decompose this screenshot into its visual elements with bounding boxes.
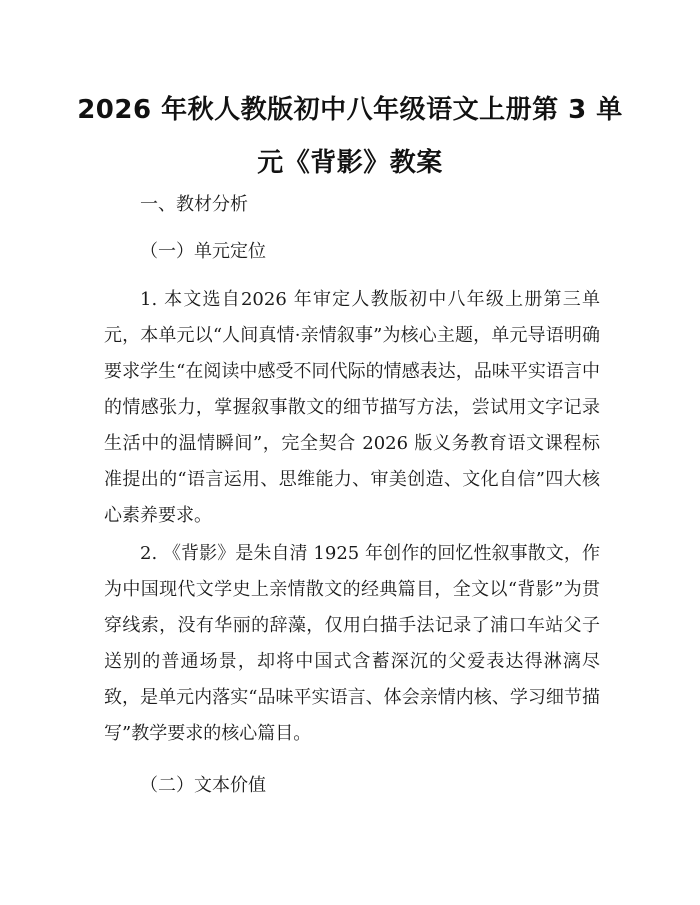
paragraph-unit-positioning-2: 2. 《背影》是朱自清 1925 年创作的回忆性叙事散文，作为中国现代文学史上亲情散文的经典篇目，全文以“背影”为贯穿线索，没有华丽的辞藻，仅用白描手法记录了浦口车站父子送别的普通场景，却将中国式含蓄深沉的父爱表达得淋漓尽致，是单元内落实“品味平实语言、体会亲情内核、学习细节描写”教学要求的核心篇目。 [104, 543, 600, 744]
title-line-1: 2026 年秋人教版初中八年级语文上册第 3 单 [77, 95, 623, 125]
subsection-heading-unit-positioning: （一）单元定位 [140, 241, 266, 262]
title-line-2: 元《背影》教案 [257, 148, 443, 178]
section-heading-teaching-material-analysis: 一、教材分析 [140, 194, 248, 215]
paragraph-unit-positioning-1: 1. 本文选自2026 年审定人教版初中八年级上册第三单元，本单元以“人间真情·亲情叙事”为核心主题，单元导语明确要求学生“在阅读中感受不同代际的情感表达，品味平实语言中的情感张力，掌握叙事散文的细节描写方法，尝试用文字记录生活中的温情瞬间”，完全契合 2026 版义务教育语文课程标准提出的“语言运用、思维能力、审美创造、文化自信”四大核心素养要求。 [104, 289, 600, 526]
subsection-heading-text-value: （二）文本价值 [140, 775, 266, 796]
document-title [60, 84, 640, 190]
